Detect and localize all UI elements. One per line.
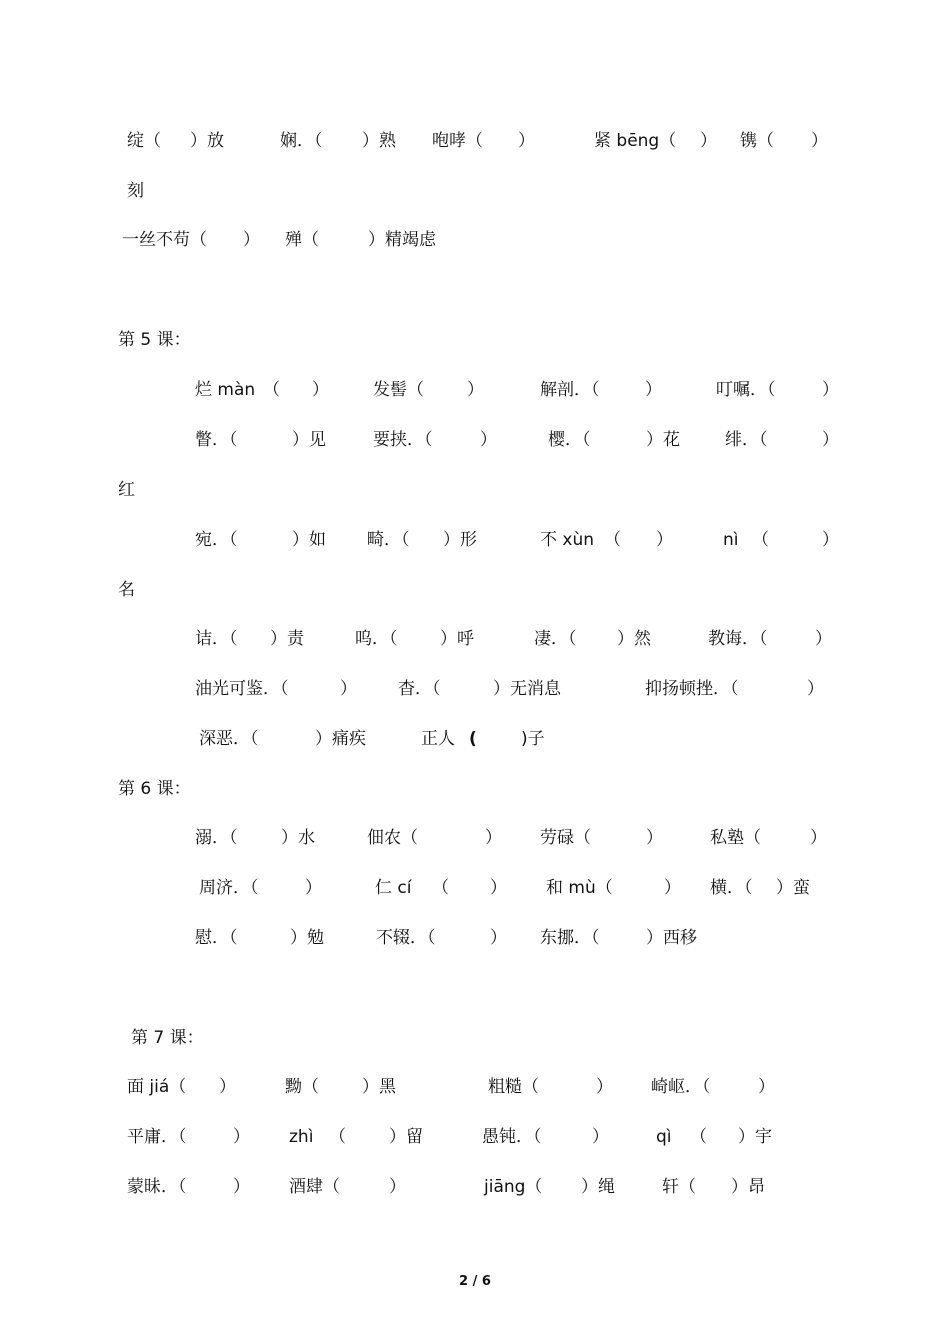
text-fragment: 黝（ [285,1077,319,1097]
text-fragment: 教诲．（ [708,629,768,649]
text-fragment: ） [822,530,839,550]
text-fragment: ）责 [270,629,304,649]
text-fragment: 名 [118,580,135,600]
text-fragment: 畸．（ [367,530,410,550]
text-fragment: 樱．（ [548,430,591,450]
text-fragment: 粗糙（ [488,1077,539,1097]
text-fragment: 油光可鉴．（ [195,679,289,699]
text-fragment: ） [312,380,329,400]
text-fragment: 蒙昧．（ [127,1177,187,1197]
text-fragment: 发髻（ [373,380,424,400]
text-fragment: （ [604,530,621,550]
text-fragment: ）留 [389,1127,423,1147]
lesson-heading: 第 5 课： [118,330,191,350]
text-fragment: 劳碌（ [540,828,591,848]
text-fragment: ）然 [617,629,651,649]
text-fragment: ） [822,380,839,400]
text-fragment: 殚（ [285,230,319,250]
text-fragment: ） [243,230,260,250]
text-fragment: ） [467,380,484,400]
text-fragment: 绽（ [127,131,161,151]
text-fragment: ）呼 [440,629,474,649]
text-fragment: 面 jiá（ [127,1077,187,1097]
text-fragment: ）见 [292,430,326,450]
text-fragment: 叮嘱．（ [716,380,776,400]
text-fragment: 酒肆（ [289,1177,340,1197]
text-fragment: 诘．（ [195,629,238,649]
text-fragment: 咆哮（ [432,131,483,151]
text-fragment: 东挪．（ [540,928,600,948]
text-fragment: 凄．（ [534,629,577,649]
text-fragment: ）勉 [290,928,324,948]
text-fragment: ）精竭虑 [368,230,436,250]
text-fragment: zhì [289,1127,314,1147]
text-fragment: jiāng（ [484,1177,543,1197]
text-fragment: 私塾（ [710,828,761,848]
text-fragment: ） [758,1077,775,1097]
text-fragment: ）宇 [738,1127,772,1147]
text-fragment: ）熟 [362,131,396,151]
text-fragment: ） [810,828,827,848]
text-fragment: （ [263,380,280,400]
text-fragment: ） [592,1127,609,1147]
text-fragment: 刻 [127,181,144,201]
lesson-heading: 第 7 课： [131,1028,204,1048]
text-fragment: 平庸．（ [127,1127,187,1147]
text-fragment: ）西移 [646,928,697,948]
text-fragment: （ [329,1127,346,1147]
text-fragment: 抑扬顿挫．（ [645,679,739,699]
text-fragment: 仁 cí [375,878,412,898]
text-fragment: 紧 bēng（ [594,131,677,151]
text-fragment: ） [219,1077,236,1097]
text-fragment: 愚钝．（ [482,1127,542,1147]
text-fragment: 溺．（ [195,828,238,848]
text-fragment: 瞥．（ [195,430,238,450]
text-fragment: ）昂 [731,1177,765,1197]
text-fragment: ） [480,430,497,450]
text-fragment: ） [340,679,357,699]
text-fragment: ）蛮 [776,878,810,898]
text-fragment: 解剖．（ [540,380,600,400]
text-fragment: ） [490,878,507,898]
text-fragment: 深恶．（ [199,729,259,749]
text-fragment: 红 [118,480,135,500]
text-fragment: 要挟．（ [373,430,433,450]
text-fragment: ） [518,131,535,151]
text-fragment: ） [700,131,717,151]
text-fragment: ） [811,131,828,151]
text-fragment: 杳．（ [398,679,441,699]
text-fragment: 烂 màn [195,380,256,400]
text-fragment: ）绳 [581,1177,615,1197]
lesson-heading: 第 6 课： [118,779,191,799]
text-fragment: 一丝不苟（ [122,230,207,250]
text-fragment: 慰．（ [195,928,238,948]
text-fragment: ） [233,1177,250,1197]
text-fragment: 宛．（ [195,530,238,550]
text-fragment: 不辍．（ [376,928,436,948]
text-fragment: ）花 [646,430,680,450]
text-fragment: ） [822,430,839,450]
text-fragment: ） [485,828,502,848]
text-fragment: )子 [521,729,545,749]
text-fragment: 佃农（ [367,828,418,848]
text-fragment: 呜．（ [355,629,398,649]
text-fragment: ( [469,729,477,749]
text-fragment: ） [646,828,663,848]
text-fragment: 轩（ [662,1177,696,1197]
text-fragment: ） [596,1077,613,1097]
text-fragment: qì [656,1127,672,1147]
text-fragment: 镌（ [740,131,774,151]
page-number: 2 / 6 [459,1274,491,1289]
text-fragment: ） [815,629,832,649]
text-fragment: 周济．（ [199,878,259,898]
text-fragment: ）如 [292,530,326,550]
text-fragment: ）痛疾 [315,729,366,749]
text-fragment: nì [723,530,739,550]
text-fragment: ） [656,530,673,550]
text-fragment: （ [690,1127,707,1147]
text-fragment: ） [305,878,322,898]
text-fragment: 娴．（ [280,131,323,151]
text-fragment: ） [389,1177,406,1197]
text-fragment: （ [752,530,769,550]
text-fragment: ）黑 [362,1077,396,1097]
text-fragment: 绯．（ [725,430,768,450]
text-fragment: 不 xùn [540,530,595,550]
text-fragment: ）形 [443,530,477,550]
text-fragment: 崎岖．（ [651,1077,711,1097]
text-fragment: ） [664,878,681,898]
text-fragment: 横．（ [710,878,753,898]
text-fragment: ） [490,928,507,948]
text-fragment: ） [233,1127,250,1147]
text-fragment: （ [432,878,449,898]
text-fragment: ） [645,380,662,400]
text-fragment: 正人 [421,729,455,749]
text-fragment: ）放 [190,131,224,151]
text-fragment: ）无消息 [493,679,561,699]
text-fragment: ） [807,679,824,699]
text-fragment: 和 mù（ [546,878,613,898]
text-fragment: ）水 [281,828,315,848]
